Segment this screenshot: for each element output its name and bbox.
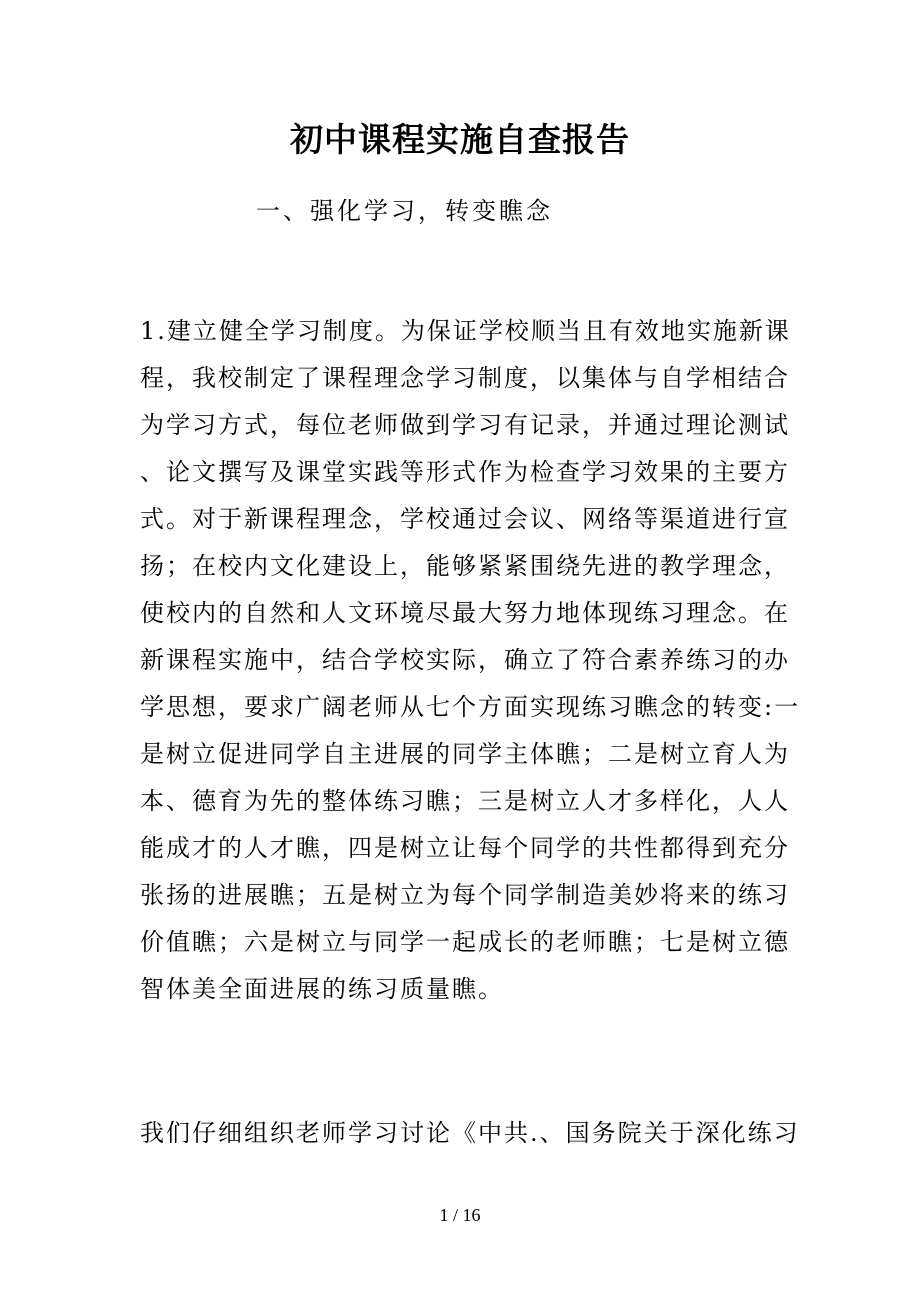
section-heading: 一、强化学习，转变瞧念 — [256, 197, 553, 225]
paragraph-line: 、论文撰写及课堂实践等形式作为检查学习效果的主要方 — [140, 458, 790, 486]
paragraph-line: 使校内的自然和人文环境尽最大努力地体现练习理念。在 — [140, 599, 790, 627]
paragraph-line: 价值瞧；六是树立与同学一起成长的老师瞧；七是树立德 — [140, 928, 790, 956]
paragraph-line: 能成才的人才瞧，四是树立让每个同学的共性都得到充分 — [140, 834, 790, 862]
document-title: 初中课程实施自查报告 — [290, 120, 630, 159]
paragraph-line: 是树立促进同学自主进展的同学主体瞧；二是树立育人为 — [140, 740, 790, 768]
paragraph-line: 式。对于新课程理念，学校通过会议、网络等渠道进行宣 — [140, 505, 790, 533]
body-paragraph-1 — [140, 308, 801, 1013]
body-paragraph-2: 我们仔细组织老师学习讨论《中共.、国务院关于深化练习 — [140, 1119, 800, 1147]
paragraph-line: 学思想，要求广阔老师从七个方面实现练习瞧念的转变:一 — [140, 693, 801, 721]
paragraph-line: 张扬的进展瞧；五是树立为每个同学制造美妙将来的练习 — [140, 881, 790, 909]
paragraph-line: 本、德育为先的整体练习瞧；三是树立人才多样化，人人 — [140, 787, 790, 815]
paragraph-line: 为学习方式，每位老师做到学习有记录，并通过理论测试 — [140, 411, 790, 439]
paragraph-line: 智体美全面进展的练习质量瞧。 — [140, 975, 504, 1003]
paragraph-line: 1.建立健全学习制度。为保证学校顺当且有效地实施新课 — [140, 317, 791, 345]
paragraph-line: 程，我校制定了课程理念学习制度，以集体与自学相结合 — [140, 364, 790, 392]
paragraph-line: 扬；在校内文化建设上，能够紧紧围绕先进的教学理念， — [140, 552, 790, 580]
page-number: 1 / 16 — [439, 1205, 481, 1225]
paragraph-line: 新课程实施中，结合学校实际，确立了符合素养练习的办 — [140, 646, 790, 674]
